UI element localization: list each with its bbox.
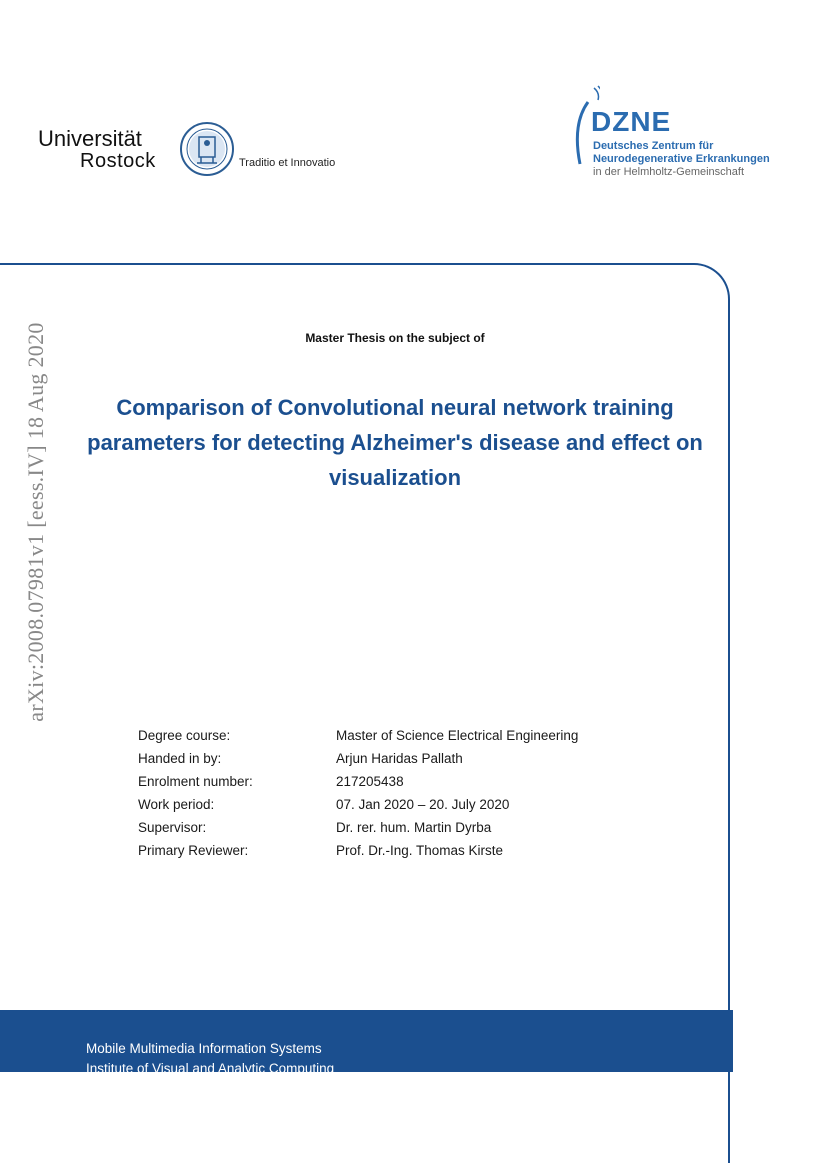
- detail-row: [138, 793, 618, 816]
- detail-value: Prof. Dr.-Ing. Thomas Kirste: [336, 843, 504, 858]
- university-name-line1: Universität: [38, 126, 142, 151]
- footer-line2: Institute of Visual and Analytic Computing: [86, 1061, 335, 1076]
- detail-row: [138, 839, 618, 862]
- detail-label: Supervisor:: [138, 820, 207, 835]
- detail-row: [138, 747, 618, 770]
- university-name-line2: Rostock: [80, 150, 156, 172]
- arxiv-identifier: arXiv:2008.07981v1 [eess.IV] 18 Aug 2020: [23, 322, 48, 722]
- university-logo: [38, 118, 338, 184]
- detail-row: [138, 724, 618, 747]
- detail-value: 217205438: [336, 774, 404, 789]
- title-line: visualization: [328, 465, 462, 490]
- detail-value: 07. Jan 2020 – 20. July 2020: [336, 797, 510, 812]
- detail-row: [138, 770, 618, 793]
- title-line: Comparison of Convolutional neural network training: [116, 395, 674, 420]
- dzne-line1: Deutsches Zentrum für: [593, 140, 714, 152]
- detail-label: Enrolment number:: [138, 774, 253, 789]
- dzne-line3: in der Helmholtz-Gemeinschaft: [593, 166, 745, 178]
- detail-value: Arjun Haridas Pallath: [336, 751, 463, 766]
- dzne-logo: [570, 84, 780, 184]
- university-seal-icon: [179, 121, 235, 177]
- detail-value: Master of Science Electrical Engineering: [336, 728, 579, 743]
- detail-label: Work period:: [138, 797, 215, 812]
- detail-label: Primary Reviewer:: [138, 843, 249, 858]
- detail-row: [138, 816, 618, 839]
- university-motto: Traditio et Innovatio: [239, 157, 336, 169]
- footer-band: [0, 1010, 733, 1076]
- detail-label: Handed in by:: [138, 751, 222, 766]
- dzne-line2: Neurodegenerative Erkrankungen: [593, 153, 770, 165]
- thesis-title: [40, 390, 750, 495]
- thesis-details: [138, 724, 618, 862]
- footer-line1: Mobile Multimedia Information Systems: [86, 1041, 322, 1056]
- dzne-wordmark: DZNE: [591, 106, 672, 137]
- detail-label: Degree course:: [138, 728, 231, 743]
- thesis-subject-label: Master Thesis on the subject of: [305, 331, 485, 345]
- detail-value: Dr. rer. hum. Martin Dyrba: [336, 820, 492, 835]
- title-line: parameters for detecting Alzheimer's disease and effect on: [87, 430, 703, 455]
